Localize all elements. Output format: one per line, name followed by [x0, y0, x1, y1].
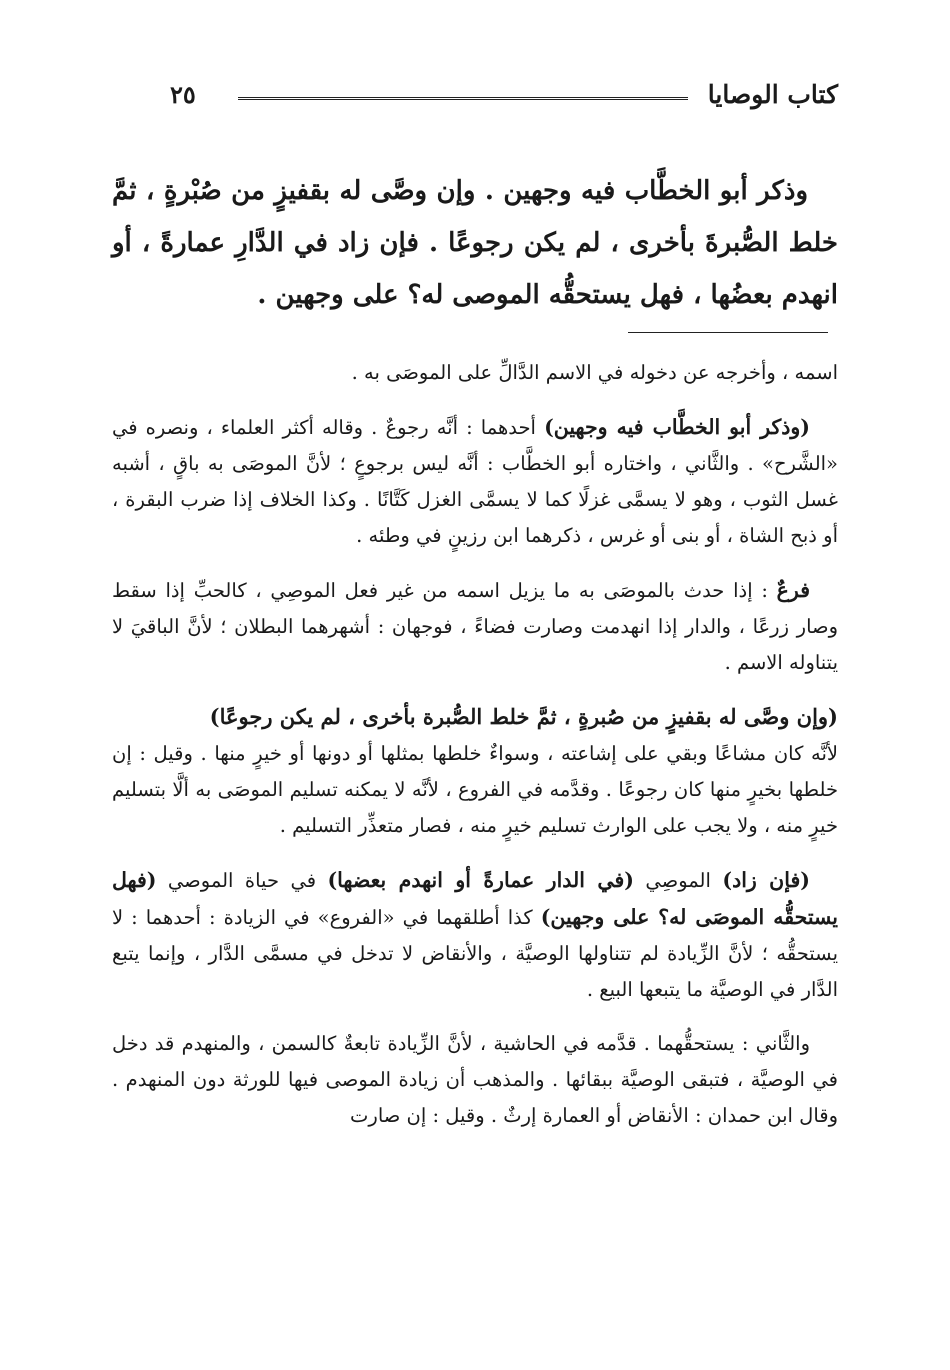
quoted-matn: (فهل يستحقُّه الموصَى له؟ على وجهين) [112, 868, 839, 929]
main-text-body: وذكر أبو الخطَّاب فيه وجهين . وإن وصَّى له بقفيزٍ من صُبْرةٍ ، ثمَّ خلط الصُّبرةَ بأخرى ، لم يكن رجوعًا . فإن زاد في الدَّارِ عمارةً ، أو انهدم بعضُها ، فهل يستحقُّه الموصى له؟ على وجهين . [112, 176, 838, 310]
commentary-text: : إذا حدث بالموصَى به ما يزيل اسمه من غير فعل الموصِي ، كالحبِّ إذا سقط وصار زرعًا ، والدار إذا انهدمت وصارت فضاءً ، فوجهان : أشهرهما البطلان ؛ لأنَّ الباقيَ لا يتناوله الاسم . [112, 579, 838, 674]
commentary-separator [628, 332, 828, 333]
commentary-text: في حياة الموصي [156, 869, 328, 892]
commentary [112, 355, 838, 1152]
commentary-text: كذا أطلقهما في «الفروع» في الزيادة : أحدهما : لا يستحقُّه ؛ لأنَّ الزِّيادة لم تتناولها الوصيَّة ، والأنقاض لا تدخل في مسمَّى الدَّار ، وإنما يتبع الدَّار في الوصيَّة ما يتبعها البيع . [112, 906, 838, 1001]
commentary-text: أحدهما : أنَّه رجوعٌ . وقاله أكثر العلماء ، ونصره في «الشَّرح» . والثَّاني ، واختاره أبو الخطَّاب : أنَّه ليس برجوعٍ ؛ لأنَّ الموصَى به باقٍ ، أشبه غسل الثوب ، وهو لا يسمَّى غزلًا كما لا يسمَّى الغزل كَتَّانًا . وكذا الخلاف إذا ضرب البقرة ، أو ذبح الشاة ، أو بنى أو غرس ، ذكرهما ابن رزينٍ في وطئه . [112, 416, 838, 547]
running-title: كتاب الوصايا [707, 80, 838, 109]
commentary-paragraph-6 [112, 1026, 838, 1134]
commentary-text: الموصِي [633, 869, 723, 892]
quoted-matn: (وذكر أبو الخطَّاب فيه وجهين) [544, 415, 810, 439]
commentary-text: والثَّاني : يستحقُّهما . قدَّمه في الحاشية ، لأنَّ الزِّيادة تابعةٌ كالسمن ، والمنهدم قد دخل في الوصيَّة ، فتبقى الوصيَّة ببقائها . والمذهب أن زيادة الموصى فيها للورثة دون المنهدم . وقال ابن حمدان : الأنقاض أو العمارة إرثٌ . وقيل : إن صارت [112, 1032, 838, 1127]
quoted-matn: (وإن وصَّى له بقفيزٍ من صُبرةٍ ، ثمَّ خلط الصُّبرة بأخرى ، لم يكن رجوعًا) [209, 704, 838, 729]
commentary-paragraph-4 [112, 699, 838, 844]
commentary-text: لأنَّه كان مشاعًا وبقي على إشاعته ، وسواءٌ خلطها بمثلها أو دونها أو خيرٍ منها . وقيل : إن خلطها بخيرٍ منها كان رجوعًا . وقدَّمه في الفروع ، لأنَّه لا يمكنه تسليم الموصَى به ألَّا بتسليم خيرٍ منه ، ولا يجب على الوارث تسليم خيرٍ منه ، فصار متعذِّر التسليم . [112, 742, 838, 837]
quoted-matn: (فإن زاد) [722, 868, 810, 892]
main-text [112, 165, 838, 321]
commentary-paragraph-2 [112, 409, 838, 554]
commentary-paragraph-5 [112, 862, 838, 1008]
commentary-paragraph-1 [112, 355, 838, 391]
page-number: ٢٥ [170, 80, 196, 109]
header-rule [238, 97, 688, 100]
quoted-matn: (في الدار عمارةً أو انهدم بعضها) [327, 868, 634, 892]
page-header [118, 78, 838, 118]
commentary-paragraph-3 [112, 572, 838, 681]
commentary-text: اسمه ، وأخرجه عن دخوله في الاسم الدَّالِّ على الموصَى به . [351, 361, 838, 384]
section-label: فرعٌ [776, 578, 810, 602]
